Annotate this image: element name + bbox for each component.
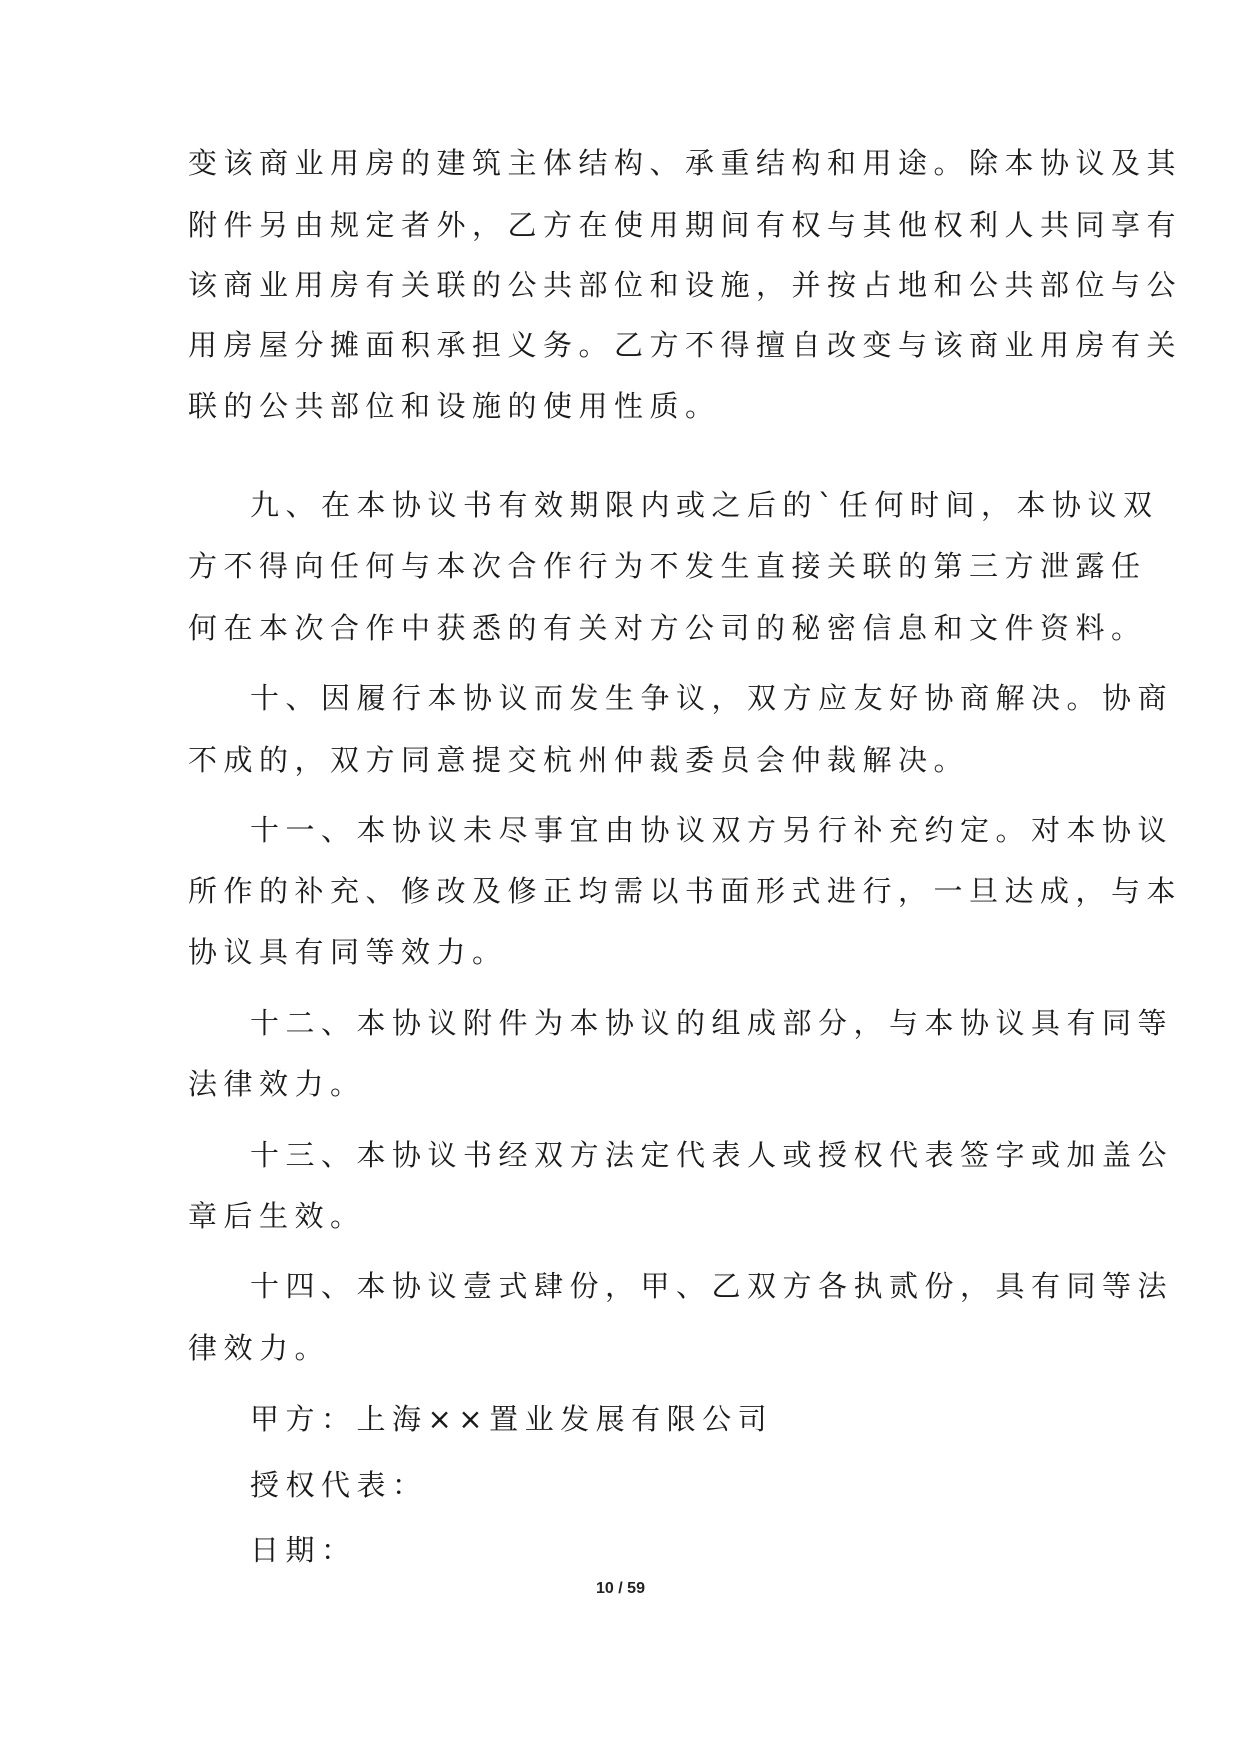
paragraph-line: 用房屋分摊面积承担义务。乙方不得擅自改变与该商业用房有关 [188,328,1183,362]
clause-9-line: 九、在本协议书有效期限内或之后的`任何时间，本协议双 [250,488,1159,522]
clause-14-line: 十四、本协议壹式肆份，甲、乙双方各执贰份，具有同等法 [250,1269,1174,1303]
party-a-name: 甲方：上海××置业发展有限公司 [250,1402,774,1436]
clause-12-line: 十二、本协议附件为本协议的组成部分，与本协议具有同等 [250,1006,1174,1040]
clause-13-line: 章后生效。 [188,1199,366,1233]
paragraph-line: 附件另由规定者外，乙方在使用期间有权与其他权利人共同享有 [188,208,1183,242]
clause-11-line: 协议具有同等效力。 [188,935,508,969]
clause-9-line: 方不得向任何与本次合作行为不发生直接关联的第三方泄露任 [188,549,1147,583]
clause-12-line: 法律效力。 [188,1067,366,1101]
clause-11-line: 十一、本协议未尽事宜由协议双方另行补充约定。对本协议 [250,813,1174,847]
clause-13-line: 十三、本协议书经双方法定代表人或授权代表签字或加盖公 [250,1138,1174,1172]
clause-10-line: 不成的，双方同意提交杭州仲裁委员会仲裁解决。 [188,743,970,777]
paragraph-line: 联的公共部位和设施的使用性质。 [188,389,721,423]
clause-9-line: 何在本次合作中获悉的有关对方公司的秘密信息和文件资料。 [188,611,1147,645]
authorized-representative-label: 授权代表： [250,1468,428,1502]
date-label: 日期： [250,1533,357,1567]
clause-11-line: 所作的补充、修改及修正均需以书面形式进行，一旦达成，与本 [188,874,1183,908]
clause-10-line: 十、因履行本协议而发生争议，双方应友好协商解决。协商 [250,681,1174,715]
paragraph-line: 该商业用房有关联的公共部位和设施，并按占地和公共部位与公 [188,268,1183,302]
clause-14-line: 律效力。 [188,1331,331,1365]
paragraph-line: 变该商业用房的建筑主体结构、承重结构和用途。除本协议及其 [188,146,1183,180]
page-number: 10 / 59 [596,1580,645,1597]
